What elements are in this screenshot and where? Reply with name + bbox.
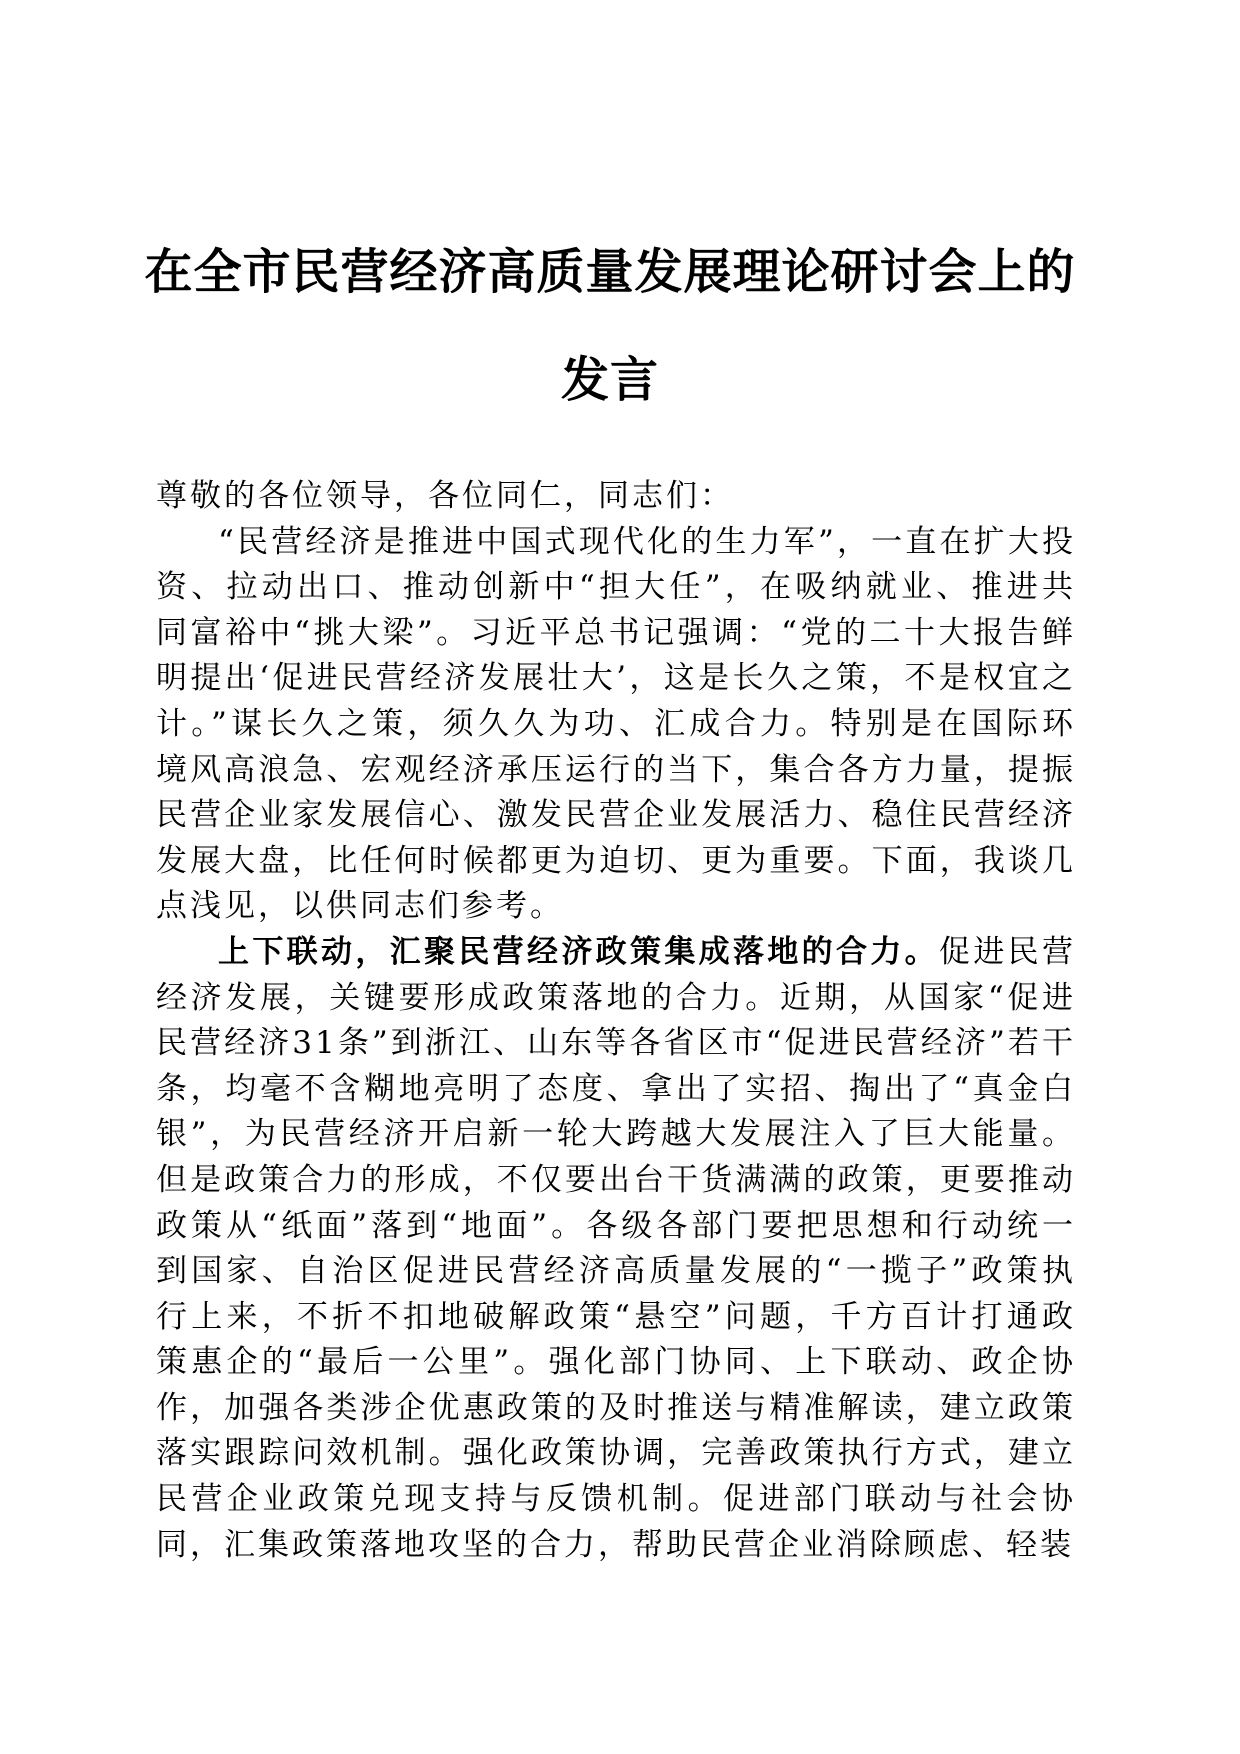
document-title: 在全市民营经济高质量发展理论研讨会上的发言 <box>144 244 1076 408</box>
paragraph-2-body: 促进民营经济发展，关键要形成政策落地的合力。近期，从国家“促进民营经济31条”到浙江、山东等各省区市“促进民营经济”若干条，均毫不含糊地亮明了态度、拿出了实招、掏出了“真金白银”，为民营经济开启新一轮大跨越大发展注入了巨大能量。但是政策合力的形成，不仅要出台干货满满的政策，更要推动政策从“纸面”落到“地面”。各级各部门要把思想和行动统一到国家、自治区促进民营经济高质量发展的“一揽子”政策执行上来，不折不扣地破解政策“悬空”问题，千方百计打通政策惠企的“最后一公里”。强化部门协同、上下联动、政企协作，加强各类涉企优惠政策的及时推送与精准解读，建立政策落实跟踪问效机制。强化政策协调，完善政策执行方式，建立民营企业政策兑现支持与反馈机制。促进部门联动与社会协同，汇集政策落地攻坚的合力，帮助民营企业消除顾虑、轻装 <box>156 933 1076 1563</box>
salutation: 尊敬的各位领导，各位同仁，同志们： <box>156 478 734 514</box>
paragraph-2 <box>156 930 1076 1568</box>
paragraph-2-heading: 上下联动，汇聚民营经济政策集成落地的合力。 <box>218 933 939 970</box>
document-body <box>156 474 1076 1568</box>
paragraph-1: “民营经济是推进中国式现代化的生力军”，一直在扩大投资、拉动出口、推动创新中“担大任”，在吸纳就业、推进共同富裕中“挑大梁”。习近平总书记强调：“党的二十大报告鲜明提出‘促进民营经济发展壮大’，这是长久之策，不是权宜之计。”谋长久之策，须久久为功、汇成合力。特别是在国际环境风高浪急、宏观经济承压运行的当下，集合各方力量，提振民营企业家发展信心、激发民营企业发展活力、稳住民营经济发展大盘，比任何时候都更为迫切、更为重要。下面，我谈几点浅见，以供同志们参考。 <box>156 523 1076 925</box>
